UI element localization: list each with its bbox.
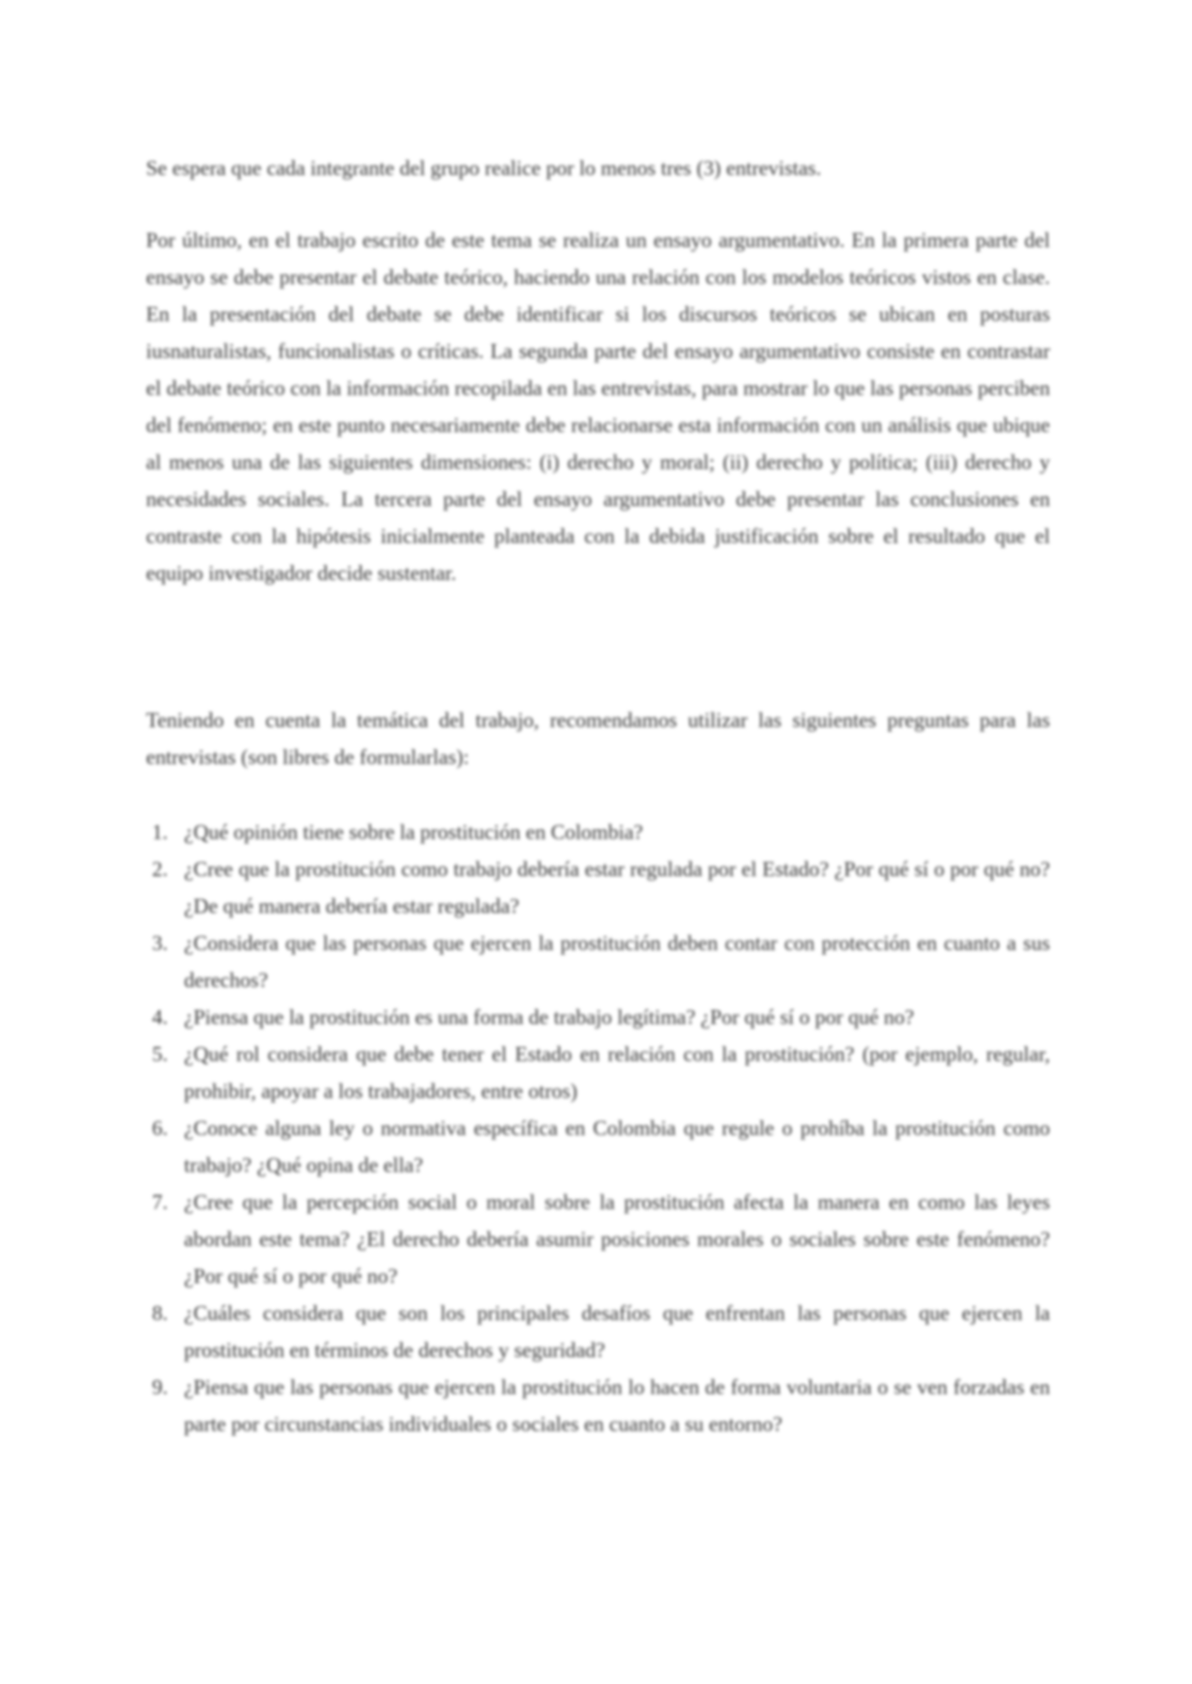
list-item xyxy=(146,1110,1050,1184)
list-item-number: 5. xyxy=(152,1042,168,1066)
list-item-number: 1. xyxy=(152,820,168,844)
list-item-number: 3. xyxy=(152,931,168,955)
list-item-text: ¿Cree que la prostitución como trabajo debería estar regulada por el Estado? ¿Por qué sí o por qué no? ¿De qué manera debería estar regulada? xyxy=(184,857,1050,918)
interview-questions-list xyxy=(146,814,1050,1443)
list-item-number: 9. xyxy=(152,1375,168,1399)
list-item xyxy=(146,851,1050,925)
list-item-number: 4. xyxy=(152,1005,168,1029)
list-item-text: ¿Cree que la percepción social o moral sobre la prostitución afecta la manera en como las leyes abordan este tema? ¿El derecho debería asumir posiciones morales o sociales sobre este fenómeno? ¿Por qué sí o por qué no? xyxy=(184,1190,1050,1288)
list-item-text: ¿Conoce alguna ley o normativa específica en Colombia que regule o prohíba la prostitución como trabajo? ¿Qué opina de ella? xyxy=(184,1116,1050,1177)
list-item xyxy=(146,1184,1050,1295)
list-item-number: 8. xyxy=(152,1301,168,1325)
list-item xyxy=(146,999,1050,1036)
list-item-text: ¿Considera que las personas que ejercen la prostitución deben contar con protección en cuanto a sus derechos? xyxy=(184,931,1050,992)
list-item xyxy=(146,1369,1050,1443)
list-item-number: 2. xyxy=(152,857,168,881)
intro-paragraph: Se espera que cada integrante del grupo realice por lo menos tres (3) entrevistas. xyxy=(146,156,822,180)
list-item-text: ¿Piensa que las personas que ejercen la prostitución lo hacen de forma voluntaria o se ven forzadas en parte por circunstancias individuales o sociales en cuanto a su entorno? xyxy=(184,1375,1050,1436)
list-item-text: ¿Cuáles considera que son los principales desafíos que enfrentan las personas que ejercen la prostitución en términos de derechos y seguridad? xyxy=(184,1301,1050,1362)
questions-intro-paragraph: Teniendo en cuenta la temática del trabajo, recomendamos utilizar las siguientes preguntas para las entrevistas (son libres de formularlas): xyxy=(146,708,1050,769)
list-item-text: ¿Piensa que la prostitución es una forma de trabajo legítima? ¿Por qué sí o por qué no? xyxy=(184,1005,915,1029)
list-item-number: 7. xyxy=(152,1190,168,1214)
list-item xyxy=(146,1295,1050,1369)
list-item xyxy=(146,1036,1050,1110)
list-item xyxy=(146,814,1050,851)
list-item xyxy=(146,925,1050,999)
list-item-text: ¿Qué rol considera que debe tener el Estado en relación con la prostitución? (por ejemplo, regular, prohibir, apoyar a los trabajadores, entre otros) xyxy=(184,1042,1050,1103)
list-item-number: 6. xyxy=(152,1116,168,1140)
list-item-text: ¿Qué opinión tiene sobre la prostitución en Colombia? xyxy=(184,820,643,844)
essay-instructions-paragraph: Por último, en el trabajo escrito de este tema se realiza un ensayo argumentativo. En la primera parte del ensayo se debe presentar el debate teórico, haciendo una relación con los modelos teóricos vistos en clase. En la presentación del debate se debe identificar si los discursos teóricos se ubican en posturas iusnaturalistas, funcionalistas o críticas. La segunda parte del ensayo argumentativo consiste en contrastar el debate teórico con la información recopilada en las entrevistas, para mostrar lo que las personas perciben del fenómeno; en este punto necesariamente debe relacionarse esta información con un análisis que ubique al menos una de las siguientes dimensiones: (i) derecho y moral; (ii) derecho y política; (iii) derecho y necesidades sociales. La tercera parte del ensayo argumentativo debe presentar las conclusiones en contraste con la hipótesis inicialmente planteada con la debida justificación sobre el resultado que el equipo investigador decide sustentar. xyxy=(146,228,1050,585)
